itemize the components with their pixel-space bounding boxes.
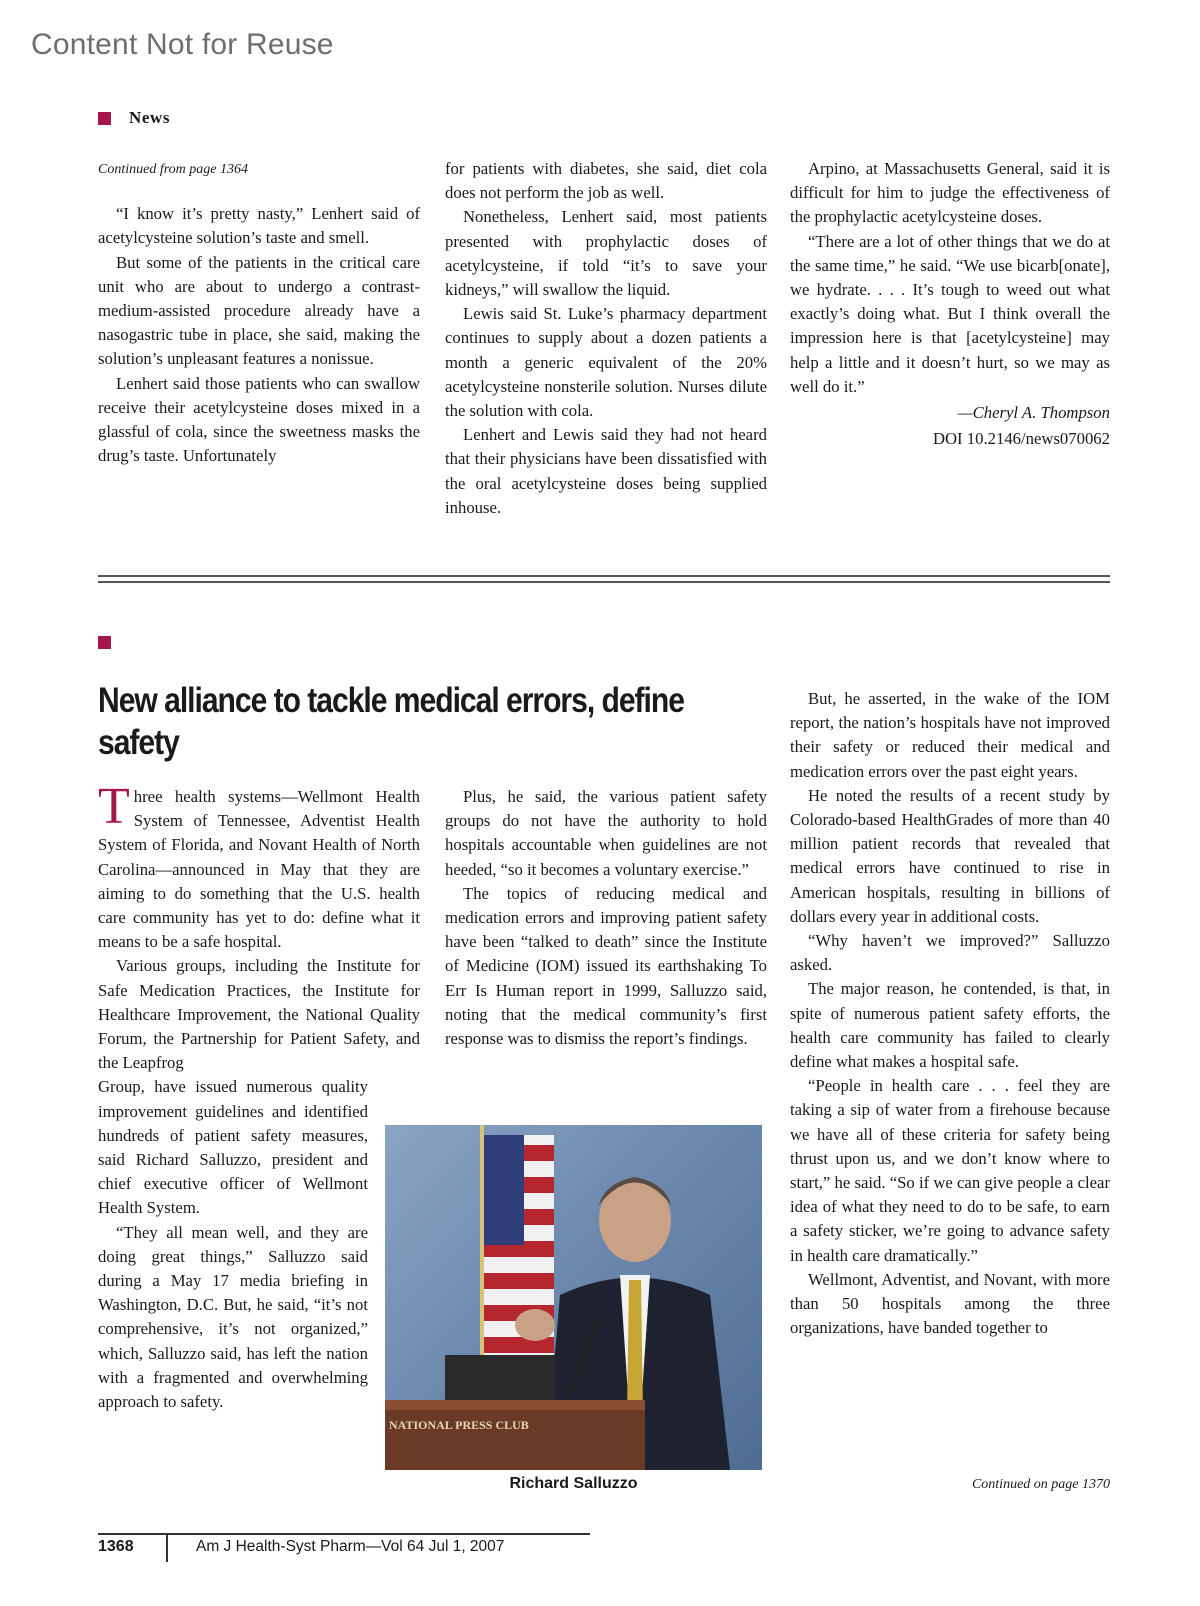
paragraph: The topics of reducing medical and medication errors and improving patient safety have been “talked to death” since the Institute of Medicine (IOM) issued its earthshaking To Err Is Human report in 1999, Salluzzo said, noting that the medical community’s first response was to dismiss the report’s findings. [445, 883, 767, 1049]
paragraph: But some of the patients in the critical care unit who are about to undergo a contrast-medium-assisted procedure already have a nasogastric tube in place, she said, making the solution’s unpleasant features a nonissue. [98, 252, 420, 369]
footer-rule [98, 1533, 590, 1535]
paragraph: Plus, he said, the various patient safety groups do not have the authority to hold hospitals accountable when guidelines are not heeded, “so it becomes a voluntary exercise.” [445, 787, 767, 879]
paragraph: Nonetheless, Lenhert said, most patients presented with prophylactic doses of acetylcysteine, if told “it’s to save your kidneys,” will swallow the liquid. [445, 207, 767, 300]
page-number: 1368 [98, 1538, 134, 1555]
article-column-2 [445, 785, 767, 1051]
lead-text: hree health systems—Wellmont Health System of Tennessee, Adventist Health System of Florida, and Novant Health of North Carolina—announced in May that they are aiming to do something that the U.S. health care community has yet to do: define what it means to be a safe hospital. [98, 787, 420, 952]
journal-citation: Am J Health-Syst Pharm—Vol 64 Jul 1, 2007 [196, 1538, 505, 1555]
article-column-3 [790, 687, 1110, 1340]
paragraph: The major reason, he contended, is that, in spite of numerous patient safety efforts, the health care community has failed to clearly define what makes a hospital safe. [790, 979, 1110, 1072]
article-headline: New alliance to tackle medical errors, define safety [98, 681, 684, 762]
paragraph: Lenhert said those patients who can swallow receive their acetylcysteine doses mixed in a glassful of cola, since the sweetness masks the drug’s taste. Unfortunately [98, 373, 420, 466]
drop-cap: T [98, 778, 130, 835]
section-label: News [129, 108, 171, 127]
paragraph: Arpino, at Massachusetts General, said it is difficult for him to judge the effectiveness of the prophylactic acetylcysteine doses. [790, 159, 1110, 227]
paragraph: Lenhert and Lewis said they had not heard that their physicians have been dissatisfied with the oral acetylcysteine doses being supplied inhouse. [445, 425, 767, 517]
continued-from: Continued from page 1364 [98, 162, 248, 177]
divider-rule [98, 581, 1110, 583]
news-column-2 [445, 157, 767, 520]
footer-separator [166, 1535, 168, 1562]
paragraph: Various groups, including the Institute for Safe Medication Practices, the Institute for Healthcare Improvement, the National Quality Forum, the Partnership for Patient Safety, and the Leapfrog [98, 956, 420, 1073]
paragraph: “People in health care . . . feel they are taking a sip of water from a firehouse because we have all of these criteria for safety being thrust upon us, and we don’t know where to start,” he said. “So if we can give people a clear idea of what they need to do to be safe, to earn a safety sticker, we’re going to advance safety in health care dramatically.” [790, 1076, 1110, 1265]
section-marker [98, 636, 111, 649]
author-signature: —Cheryl A. Thompson [957, 403, 1110, 423]
doi: DOI 10.2146/news070062 [932, 429, 1110, 449]
paragraph: for patients with diabetes, she said, diet cola does not perform the job as well. [445, 159, 767, 203]
continued-on: Continued on page 1370 [971, 1477, 1110, 1492]
paragraph: He noted the results of a recent study by Colorado-based HealthGrades of more than 40 million patient records that revealed that medical errors have continued to rise in American hospitals, resulting in billions of dollars every year in additional costs. [790, 785, 1110, 926]
paragraph: Group, have issued numerous quality improvement guidelines and identified hundreds of patient safety measures, said Richard Salluzzo, president and chief executive officer of Wellmont Health System. [98, 1077, 368, 1218]
photo-caption: Richard Salluzzo [509, 1475, 638, 1492]
news-column-3 [790, 157, 1110, 451]
paragraph: But, he asserted, in the wake of the IOM report, the nation’s hospitals have not improved their safety or reduced their medical and medication errors over the past eight years. [790, 689, 1110, 781]
narrow-text-wrap [98, 1075, 368, 1414]
podium-text: NATIONAL PRESS CLUB [389, 1418, 529, 1432]
news-column-1 [98, 158, 420, 468]
lead-paragraph [98, 778, 420, 954]
paragraph: Wellmont, Adventist, and Novant, with more than 50 hospitals among the three organizations, have banded together to [790, 1269, 1110, 1338]
paragraph: “I know it’s pretty nasty,” Lenhert said of acetylcysteine solution’s taste and smell. [98, 204, 420, 248]
article-column-1 [98, 778, 420, 1414]
paragraph: “There are a lot of other things that we do at the same time,” he said. “We use bicarb[onate], we hydrate. . . . It’s tough to weed out what exactly’s doing what. But I think overall the impression here is that [acetylcysteine] may help a little and it doesn’t hurt, so we may as well do it.” [790, 231, 1110, 396]
section-marker [98, 112, 111, 125]
watermark: Content Not for Reuse [31, 28, 334, 61]
divider-rule [98, 575, 1110, 577]
article-photo [385, 1125, 762, 1470]
paragraph: Lewis said St. Luke’s pharmacy department continues to supply about a dozen patients a month a generic equivalent of the 20% acetylcysteine nonsterile solution. Nurses dilute the solution with cola. [445, 304, 767, 421]
paragraph: “Why haven’t we improved?” Salluzzo asked. [790, 931, 1110, 975]
paragraph: “They all mean well, and they are doing great things,” Salluzzo said during a May 17 media briefing in Washington, D.C. But, he said, “it’s not comprehensive, it’s not organized,” which, Salluzzo said, has left the nation with a fragmented and overwhelming approach to safety. [98, 1222, 368, 1412]
